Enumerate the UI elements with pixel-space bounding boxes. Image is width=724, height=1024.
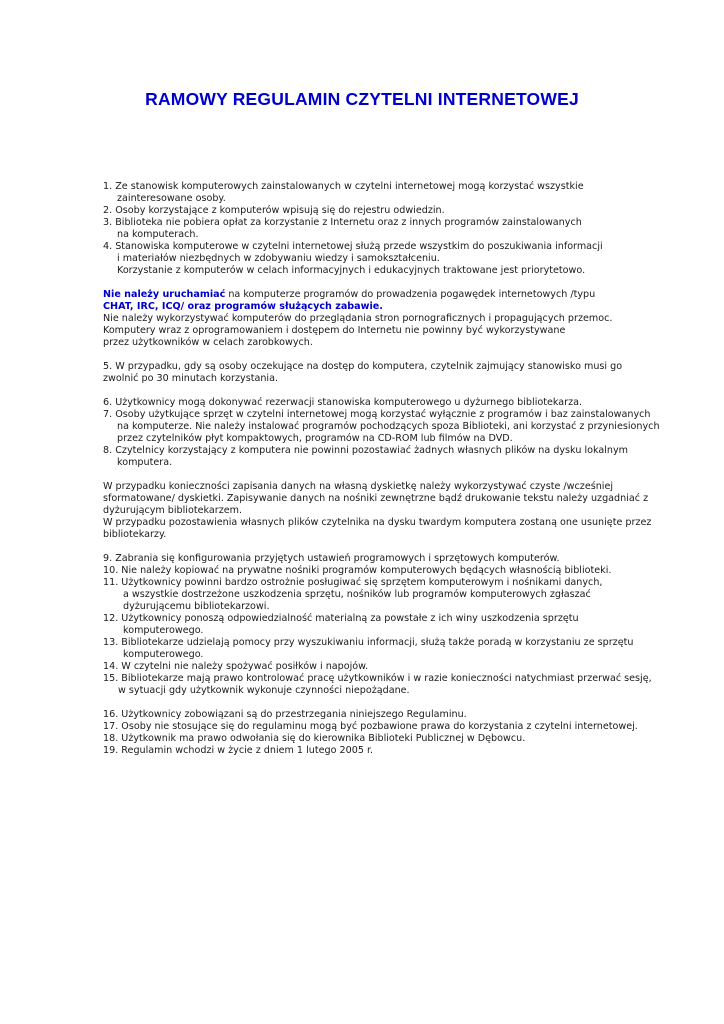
regulations-body [103, 181, 683, 757]
list-item-4 [103, 241, 683, 277]
text-line: 2. Osoby korzystające z komputerów wpisują się do rejestru odwiedzin. [103, 205, 445, 216]
document-title: RAMOWY REGULAMIN CZYTELNI INTERNETOWEJ [145, 89, 579, 109]
list-item-11 [103, 577, 683, 613]
list-item-16: 16. Użytkownicy zobowiązani są do przestrzegania niniejszego Regulaminu. [103, 709, 467, 720]
list-item-6 [103, 397, 683, 409]
text-line: przez użytkowników w celach zarobkowych. [103, 337, 313, 348]
text-line: na komputerze. Nie należy instalować programów pochodzących spoza Biblioteki, ani korzystać z przyniesionych [117, 421, 660, 432]
list-item-18: 18. Użytkownik ma prawo odwołania się do kierownika Biblioteki Publicznej w Dębowcu. [103, 733, 526, 744]
text-line: 12. Użytkownicy ponoszą odpowiedzialność materialną za powstałe z ich winy uszkodzenia sprzętu [103, 613, 579, 624]
text-line: sformatowane/ dyskietki. Zapisywanie danych na nośniki zewnętrzne bądź drukowanie tekstu należy uzgadniać z [103, 493, 649, 504]
text-line: 4. Stanowiska komputerowe w czytelni internetowej służą przede wszystkim do poszukiwania informacji [103, 241, 603, 252]
list-item-2 [103, 205, 683, 217]
text-line: komputera. [117, 457, 173, 468]
text-line: przez czytelników płyt kompaktowych, programów na CD-ROM lub filmów na DVD. [117, 433, 513, 444]
text-line: Korzystanie z komputerów w celach informacyjnych i edukacyjnych traktowane jest priorytetowo. [117, 265, 586, 276]
list-item-19: 19. Regulamin wchodzi w życie z dniem 1 lutego 2005 r. [103, 745, 374, 756]
text-line: 5. W przypadku, gdy są osoby oczekujące na dostęp do komputera, czytelnik zajmujący stanowisko musi go [103, 361, 623, 372]
list-item-5 [103, 361, 683, 385]
text-line: a wszystkie dostrzeżone uszkodzenia sprzętu, nośników lub programów komputerowych zgłaszać [123, 589, 591, 600]
text-line: 3. Biblioteka nie pobiera opłat za korzystanie z Internetu oraz z innych programów zainstalowanych [103, 217, 582, 228]
list-item-3 [103, 217, 683, 241]
list-item-7 [103, 409, 683, 445]
text-line: 11. Użytkownicy powinni bardzo ostrożnie posługiwać się sprzętem komputerowym i nośnikami danych, [103, 577, 603, 588]
text-line: 14. W czytelni nie należy spożywać posiłków i napojów. [103, 661, 369, 672]
text-line: 10. Nie należy kopiować na prywatne nośniki programów komputerowych będących własnością biblioteki. [103, 565, 612, 576]
text-line: 7. Osoby użytkujące sprzęt w czytelni internetowej mogą korzystać wyłącznie z programów i baz zainstalowanych [103, 409, 651, 420]
warning-paragraph [103, 289, 683, 349]
text-line: zainteresowane osoby. [117, 193, 226, 204]
list-item-10 [103, 565, 683, 577]
text-line: 8. Czytelnicy korzystający z komputera nie powinni pozostawiać żadnych własnych plików na dysku lokalnym [103, 445, 629, 456]
text-line: W przypadku konieczności zapisania danych na własną dyskietkę należy wykorzystywać czyste /wcześniej [103, 481, 614, 492]
text-line: bibliotekarzy. [103, 529, 167, 540]
text-line: komputerowego. [123, 649, 204, 660]
text-line: Komputery wraz z oprogramowaniem i dostępem do Internetu nie powinny być wykorzystywane [103, 325, 566, 336]
list-item-14 [103, 661, 683, 673]
text-line: na komputerach. [117, 229, 199, 240]
text-line: komputerowego. [123, 625, 204, 636]
data-saving-paragraph [103, 481, 683, 541]
text-line: 13. Bibliotekarze udzielają pomocy przy wyszukiwaniu informacji, służą także poradą w korzystaniu ze sprzętu [103, 637, 634, 648]
text-line: dyżurującym bibliotekarzem. [103, 505, 243, 516]
text-line: W przypadku pozostawienia własnych plików czytelnika na dysku twardym komputera zostaną one usunięte przez [103, 517, 652, 528]
emphasis-text: Nie należy uruchamiać [103, 289, 226, 300]
text-line: w sytuacji gdy użytkownik wykonuje czynności niepożądane. [118, 685, 410, 696]
list-item-17: 17. Osoby nie stosujące się do regulaminu mogą być pozbawione prawa do korzystania z czytelni internetowej. [103, 721, 638, 732]
text-line: Nie należy wykorzystywać komputerów do przeglądania stron pornograficznych i propagujących przemoc. [103, 313, 613, 324]
text-span: na komputerze programów do prowadzenia pogawędek internetowych /typu [225, 289, 596, 300]
list-item-9 [103, 553, 683, 565]
list-item-12 [103, 613, 683, 637]
emphasis-line: CHAT, IRC, ICQ/ oraz programów służących zabawie. [103, 301, 383, 312]
text-line [103, 289, 683, 301]
list-item-1 [103, 181, 683, 205]
text-line: 15. Bibliotekarze mają prawo kontrolować pracę użytkowników i w razie konieczności natychmiast przerwać sesję, [103, 673, 652, 684]
text-line: dyżurującemu bibliotekarzowi. [123, 601, 270, 612]
list-item-15 [103, 673, 683, 697]
text-line: 9. Zabrania się konfigurowania przyjętych ustawień programowych i sprzętowych komputerów. [103, 553, 560, 564]
list-item-8 [103, 445, 683, 469]
text-line: i materiałów niezbędnych w zdobywaniu wiedzy i samokształceniu. [117, 253, 440, 264]
text-line: 1. Ze stanowisk komputerowych zainstalowanych w czytelni internetowej mogą korzystać wszystkie [103, 181, 584, 192]
text-line: zwolnić po 30 minutach korzystania. [103, 373, 279, 384]
list-item-13 [103, 637, 683, 661]
text-line: 6. Użytkownicy mogą dokonywać rezerwacji stanowiska komputerowego u dyżurnego bibliotekarza. [103, 397, 583, 408]
